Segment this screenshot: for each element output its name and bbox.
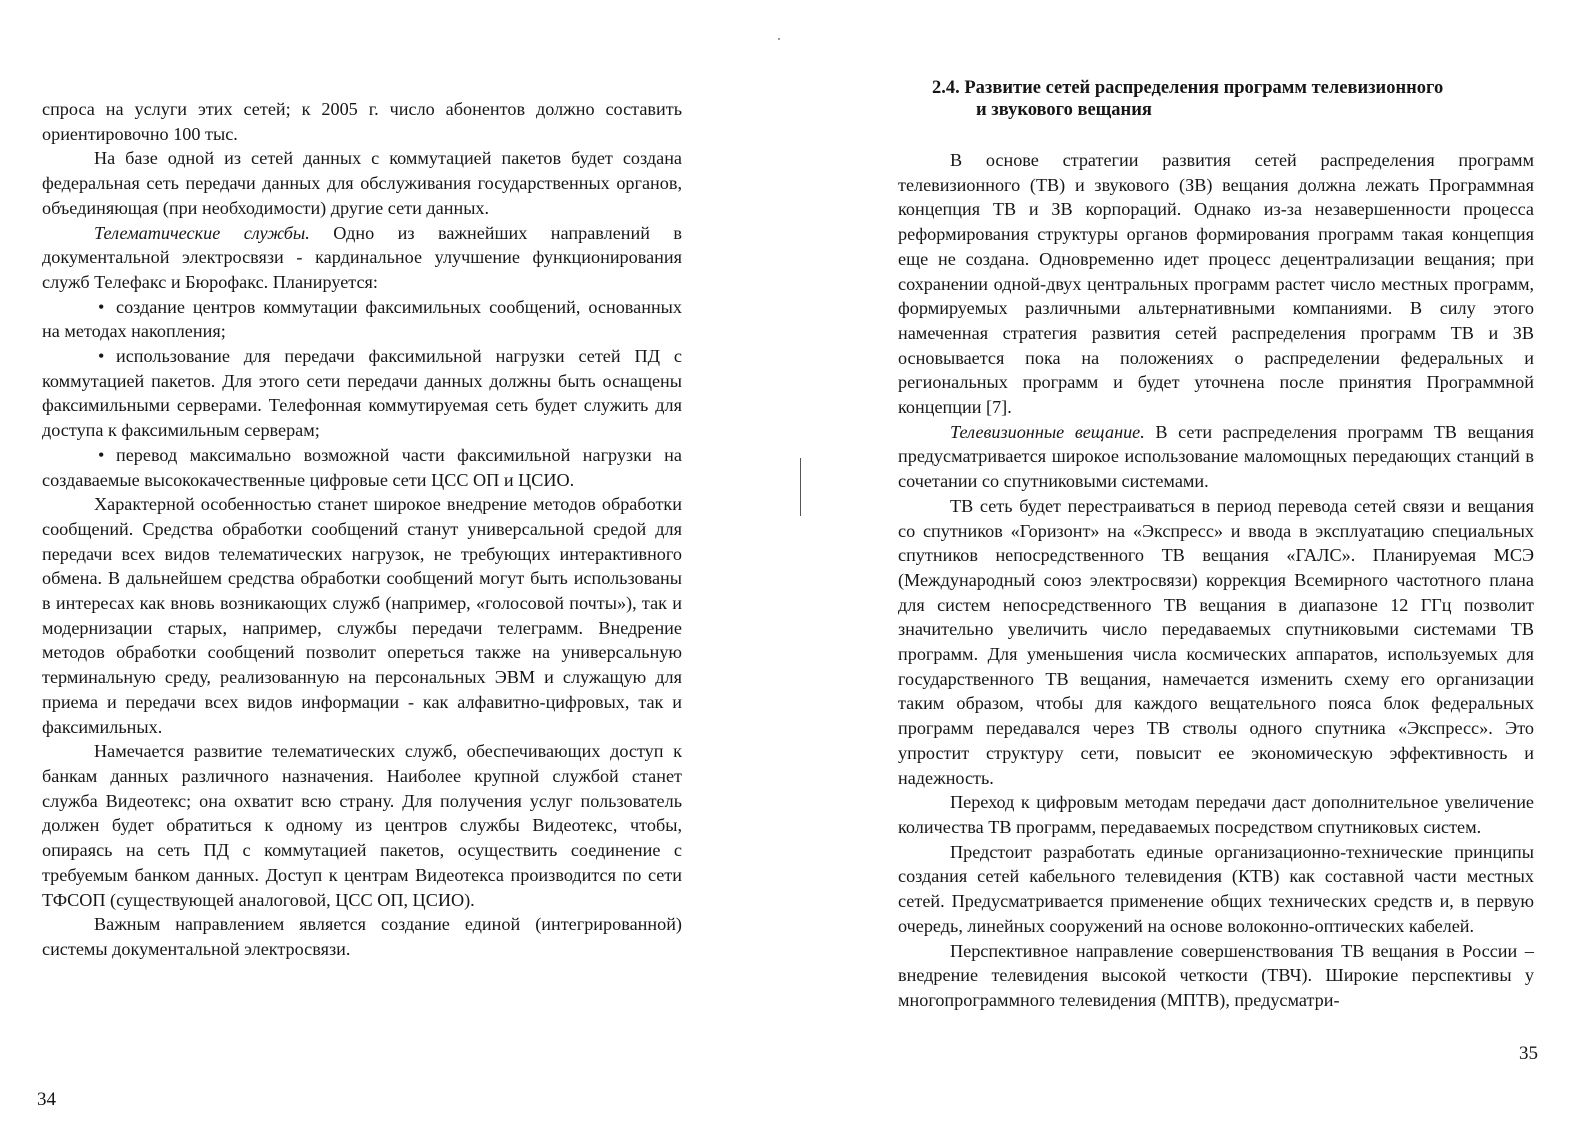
section-heading-line-1: 2.4. Развитие сетей распределения программ телевизионного	[932, 78, 1444, 98]
paragraph: Предстоит разработать единые организационно-технические принципы создания сетей кабельного телевидения (КТВ) как составной части местных сетей. Предусматривается применение общих технических средств и, в первую очередь, линейных сооружений на основе волоконно-оптических кабелей.	[898, 841, 1534, 936]
paragraph-text: В сети распределения программ ТВ вещания предусматривается широкое использование маломощных передающих станций в сочетании со спутниковыми системами.	[898, 421, 1534, 492]
run-in-heading: Телематические службы.	[94, 222, 310, 243]
scan-speck	[778, 38, 780, 40]
paragraph: В основе стратегии развития сетей распределения программ телевизионного (ТВ) и звукового (ЗВ) вещания должна лежать Программная концепция ТВ и ЗВ корпораций. Однако из-за незавершенности процесса реформирования структуры органов формирования программ такая концепция еще не создана. Одновременно идет процесс децентрализации вещания; при сохранении одной-двух центральных программ растет число местных программ, формируемых различными альтернативными компаниями. В силу этого намеченная стратегия развития сетей распределения программ ТВ и ЗВ основывается пока на положениях о распределении федеральных и региональных программ и будет уточнена после принятия Программной концепции [7].	[898, 150, 1534, 418]
bullet-item	[42, 344, 682, 443]
paragraph	[42, 221, 682, 295]
paragraph-text: Одно из важнейших направлений в документальной электросвязи - кардинальное улучшение функционирования служб Телефакс и Бюрофакс. Планируется:	[42, 222, 682, 292]
paragraph: Переход к цифровым методам передачи даст дополнительное увеличение количества ТВ программ, передаваемых посредством спутниковых систем.	[898, 792, 1534, 837]
right-text-column	[898, 148, 1534, 1013]
section-heading	[932, 77, 1512, 121]
paragraph: Перспективное направление совершенствования ТВ вещания в России – внедрение телевидения высокой четкости (ТВЧ). Широкие перспективы у многопрограммного телевидения (МПТВ), предусматри-	[898, 940, 1534, 1010]
left-text-column	[42, 97, 682, 962]
left-page	[0, 0, 792, 1128]
bullet-icon: •	[98, 296, 105, 317]
bullet-item	[42, 295, 682, 344]
paragraph	[898, 420, 1534, 494]
run-in-heading: Телевизионные вещание.	[950, 421, 1145, 442]
page-number: 35	[1519, 1043, 1538, 1064]
bullet-item	[42, 443, 682, 492]
bullet-text: создание центров коммутации факсимильных сообщений, основанных на методах накопления;	[42, 296, 682, 342]
bullet-text: использование для передачи факсимильной нагрузки сетей ПД с коммутацией пакетов. Для этого сети передачи данных должны быть оснащены факсимильными серверами. Телефонная коммутируемая сеть будет служить для доступа к факсимильным серверам;	[42, 346, 682, 441]
paragraph: ТВ сеть будет перестраиваться в период перевода сетей связи и вещания со спутников «Горизонт» на «Экспресс» и ввода в эксплуатацию специальных спутников непосредственного ТВ вещания «ГАЛС». Планируемая МСЭ (Международный союз электросвязи) коррекция Всемирного частотного плана для систем непосредственного ТВ вещания в диапазоне 12 ГГц позволит значительно увеличить число передаваемых спутниковыми системами ТВ программ. Для уменьшения числа космических аппаратов, используемых для государственного ТВ вещания, намечается изменить схему его организации таким образом, чтобы для каждого вещательного пояса блок федеральных программ передавался через ТВ стволы одного спутника «Экспресс». Это упростит структуру сети, повысит ее экономическую эффективность и надежность.	[898, 495, 1534, 788]
paragraph: Намечается развитие телематических служб, обеспечивающих доступ к банкам данных различного назначения. Наиболее крупной службой станет служба Видеотекс; она охватит всю страну. Для получения услуг пользователь должен будет обратиться к одному из центров службы Видеотекс, чтобы, опираясь на сеть ПД с коммутацией пакетов, осуществить соединение с требуемым банком данных. Доступ к центрам Видеотекса производится по сети ТФСОП (существующей аналоговой, ЦСС ОП, ЦСИО).	[42, 741, 682, 910]
paragraph: Важным направлением является создание единой (интегрированной) системы документальной электросвязи.	[42, 914, 682, 959]
section-heading-line-2: и звукового вещания	[976, 100, 1152, 120]
page-number: 34	[37, 1089, 56, 1110]
bullet-text: перевод максимально возможной части факсимильной нагрузки на создаваемые высококачественные цифровые сети ЦСС ОП и ЦСИО.	[42, 444, 682, 490]
paragraph: Характерной особенностью станет широкое внедрение методов обработки сообщений. Средства обработки сообщений станут универсальной средой для передачи всех видов телематических нагрузок, не требующих интерактивного обмена. В дальнейшем средства обработки сообщений могут быть использованы в интересах как вновь возникающих служб (например, «голосовой почты»), так и модернизации старых, например, службы передачи телеграмм. Внедрение методов обработки сообщений позволит опереться также на универсальную терминальную среду, реализованную на персональных ЭВМ и служащую для приема и передачи всех видов информации - как алфавитно-цифровых, так и факсимильных.	[42, 494, 682, 737]
bullet-icon: •	[98, 444, 105, 465]
bullet-icon: •	[98, 346, 105, 367]
paragraph: спроса на услуги этих сетей; к 2005 г. число абонентов должно составить ориентировочно 100 тыс.	[42, 99, 682, 144]
right-page	[792, 0, 1585, 1128]
paragraph: На базе одной из сетей данных с коммутацией пакетов будет создана федеральная сеть передачи данных для обслуживания государственных органов, объединяющая (при необходимости) другие сети данных.	[42, 148, 682, 218]
